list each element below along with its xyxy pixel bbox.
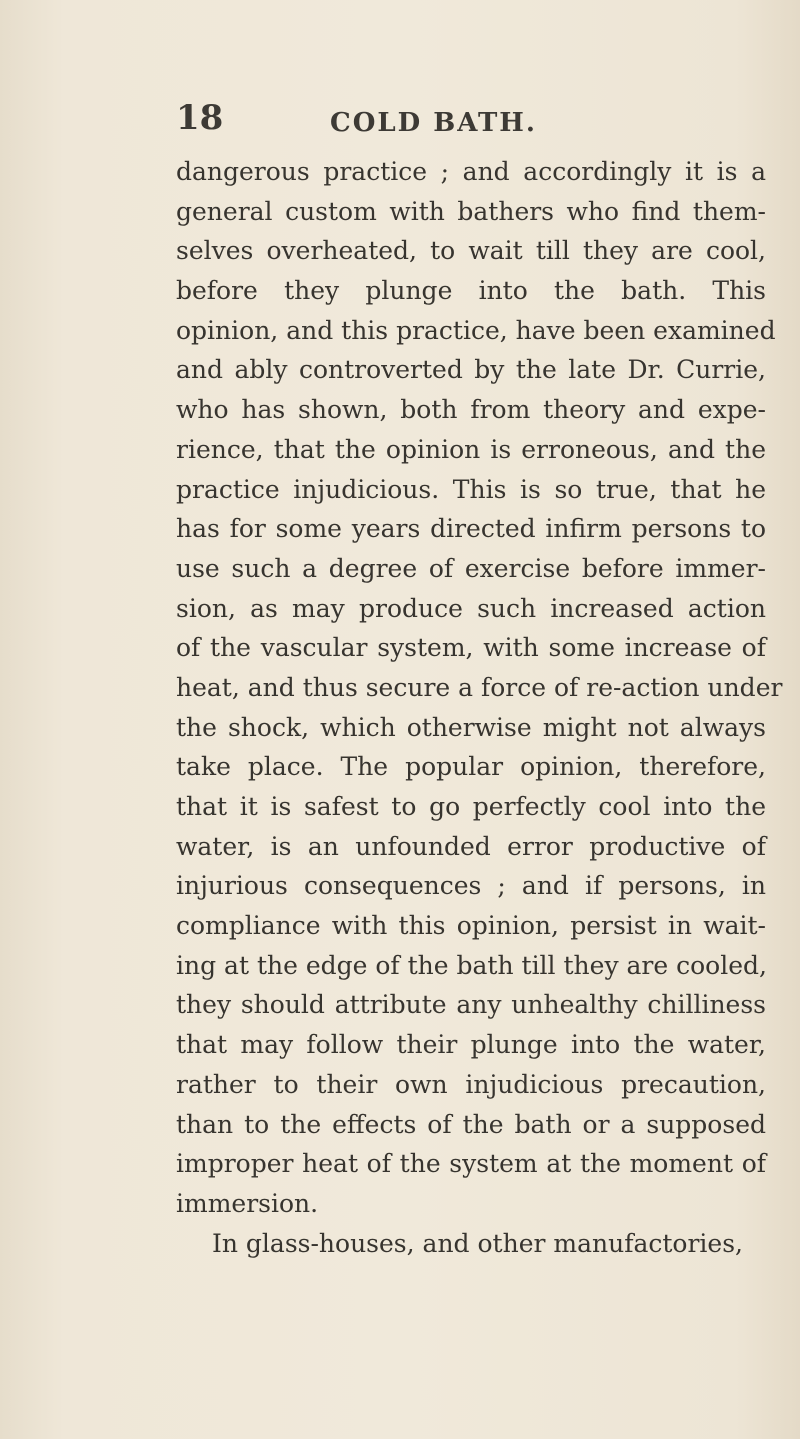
text-line: ing at the edge of the bath till they are cooled, — [176, 950, 767, 980]
text-line: that it is safest to go perfectly cool into the — [176, 792, 766, 821]
running-head: COLD BATH. — [330, 108, 537, 138]
text-line: general custom with bathers who find them- — [176, 196, 766, 226]
text-line: sion, as may produce such increased action — [176, 593, 766, 623]
text-line: before they plunge into the bath. This — [176, 276, 766, 306]
text-line: improper heat of the system at the moment of — [176, 1149, 766, 1179]
text-line: than to the effects of the bath or a supposed — [176, 1109, 766, 1139]
body-text — [176, 152, 783, 1263]
text-line: injurious consequences ; and if persons, in — [176, 871, 766, 901]
text-line: use such a degree of exercise before immer- — [176, 553, 766, 583]
text-line: rather to their own injudicious precaution, — [176, 1069, 766, 1099]
text-line: has for some years directed infirm persons to — [176, 514, 766, 544]
page-number: 18 — [176, 98, 224, 138]
text-line: practice injudicious. This is so true, that he — [176, 474, 766, 504]
text-line: heat, and thus secure a force of re-action under — [176, 672, 783, 702]
page-header — [176, 98, 736, 146]
text-line: they should attribute any unhealthy chilliness — [176, 990, 766, 1020]
text-line: who has shown, both from theory and expe- — [176, 395, 766, 425]
paragraph-start-line: In glass-houses, and other manufactories, — [212, 1228, 743, 1258]
text-line: of the vascular system, with some increase of — [176, 633, 766, 663]
text-line: opinion, and this practice, have been examined — [176, 315, 776, 345]
text-line: dangerous practice ; and accordingly it is a — [176, 157, 766, 186]
text-line: the shock, which otherwise might not always — [176, 712, 766, 742]
text-line: water, is an unfounded error productive of — [176, 831, 766, 861]
text-line: selves overheated, to wait till they are cool, — [176, 236, 766, 266]
text-line: compliance with this opinion, persist in wait- — [176, 911, 766, 941]
paragraph-end-line: immersion. — [176, 1188, 319, 1218]
text-line: and ably controverted by the late Dr. Currie, — [176, 355, 766, 385]
text-line: that may follow their plunge into the water, — [176, 1030, 766, 1060]
text-line: rience, that the opinion is erroneous, and the — [176, 434, 766, 464]
text-line: take place. The popular opinion, therefore, — [176, 752, 766, 782]
